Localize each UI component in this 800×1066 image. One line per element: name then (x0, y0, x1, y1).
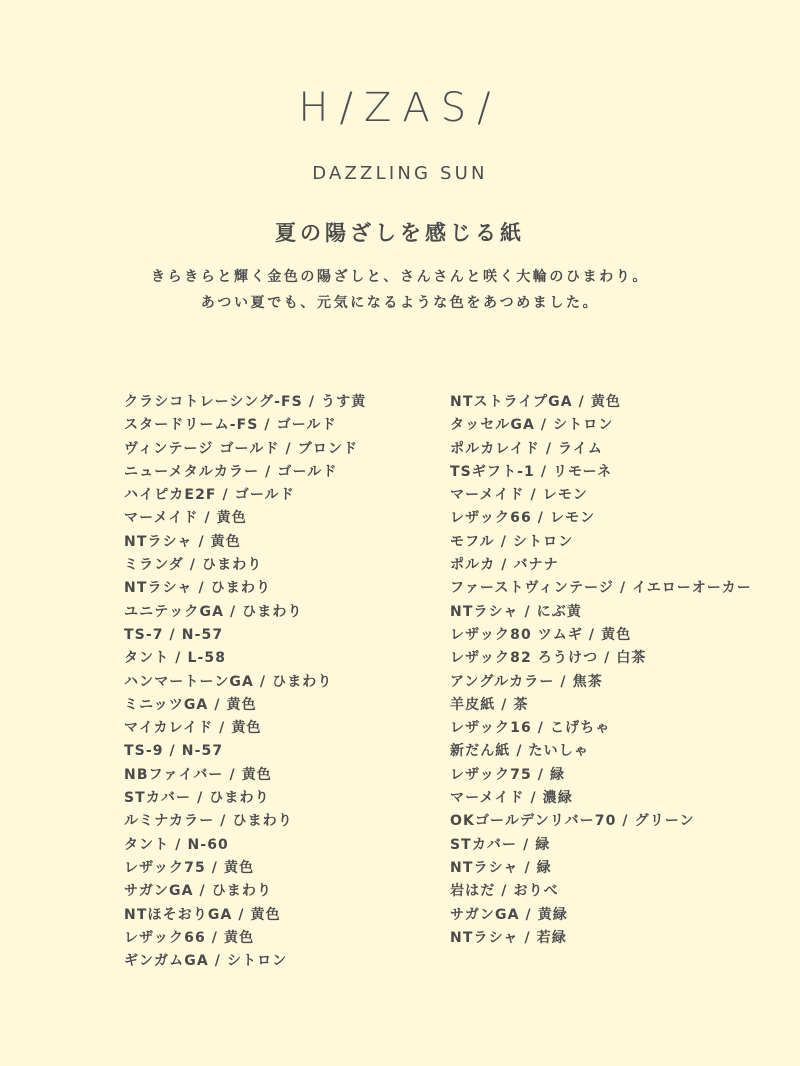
paper-list-left (124, 391, 434, 973)
paper-list-item: OKゴールデンリバー70 / グリーン (450, 813, 695, 830)
paper-list-item: NTラシャ / にぶ黄 (450, 603, 582, 620)
paper-list-item: タント / L-58 (124, 650, 227, 667)
paper-list-item: TS-7 / N-57 (124, 626, 224, 643)
paper-list-item: ファーストヴィンテージ / イエローオーカー (450, 580, 752, 597)
paper-list-item: ハイピカE2F / ゴールド (124, 487, 295, 504)
paper-list-item: レザック80 ツムギ / 黄色 (450, 626, 632, 643)
description-line: きらきらと輝く金色の陽ざしと、さんさんと咲く大輪のひまわり。 (151, 269, 649, 285)
paper-list-item: スタードリーム-FS / ゴールド (124, 417, 337, 434)
paper-list-item: サガンGA / 黄緑 (450, 906, 568, 923)
paper-list-item: タント / N-60 (124, 836, 229, 853)
paper-list-item: ハンマートーンGA / ひまわり (124, 673, 333, 690)
paper-list-item: マーメイド / 黄色 (124, 510, 247, 527)
paper-list-item: ニューメタルカラー / ゴールド (124, 463, 338, 480)
paper-list-item: ルミナカラー / ひまわり (124, 813, 293, 830)
paper-list-item: レザック75 / 黄色 (124, 859, 255, 876)
brand-logo: H/ZAS/ (298, 85, 502, 131)
paper-list-item: 新だん紙 / たいしゃ (450, 743, 589, 760)
paper-list-item: NTラシャ / 若緑 (450, 929, 567, 946)
paper-list-item: マイカレイド / 黄色 (124, 720, 262, 737)
paper-list-item: STカバー / 緑 (450, 836, 551, 853)
paper-list-item: マーメイド / レモン (450, 487, 588, 504)
paper-list-item: TS-9 / N-57 (124, 743, 224, 760)
paper-list-right (450, 391, 790, 950)
paper-list-item: タッセルGA / シトロン (450, 417, 614, 434)
paper-list-item: ミニッツGA / 黄色 (124, 696, 257, 713)
paper-list-item: 羊皮紙 / 茶 (450, 696, 529, 713)
paper-list-item: ポルカレイド / ライム (450, 440, 603, 457)
description (0, 264, 800, 316)
paper-list-item: STカバー / ひまわり (124, 790, 270, 807)
paper-list-item: レザック82 ろうけつ / 白茶 (450, 650, 647, 667)
page-headline: 夏の陽ざしを感じる紙 (275, 221, 525, 245)
paper-list-item: ミランダ / ひまわり (124, 557, 263, 574)
paper-list-item: NTほそおりGA / 黄色 (124, 906, 281, 923)
paper-list-item: TSギフト-1 / リモーネ (450, 463, 613, 480)
paper-list-item: ポルカ / バナナ (450, 557, 559, 574)
paper-list-item: 岩はだ / おりべ (450, 883, 559, 900)
paper-list-item: ギンガムGA / シトロン (124, 953, 288, 970)
paper-list-item: アングルカラー / 焦茶 (450, 673, 603, 690)
paper-list-item: ヴィンテージ ゴールド / ブロンド (124, 440, 359, 457)
paper-list-item: レザック75 / 緑 (450, 766, 566, 783)
paper-list-item: NBファイバー / 黄色 (124, 766, 272, 783)
paper-list-item: レザック66 / レモン (450, 510, 596, 527)
paper-list-item: NTラシャ / ひまわり (124, 580, 272, 597)
paper-list-item: NTストライプGA / 黄色 (450, 394, 622, 410)
paper-list-item: NTラシャ / 緑 (450, 859, 552, 876)
paper-list-item: クラシコトレーシング-FS / うす黄 (124, 394, 367, 410)
paper-list-item: マーメイド / 濃緑 (450, 790, 573, 807)
paper-list-item: ユニテックGA / ひまわり (124, 603, 303, 620)
paper-list-item: モフル / シトロン (450, 533, 574, 550)
description-line: あつい夏でも、元気になるような色をあつめました。 (200, 295, 600, 311)
brand-tagline: DAZZLING SUN (312, 163, 488, 184)
paper-list-item: NTラシャ / 黄色 (124, 533, 241, 550)
paper-list-item: サガンGA / ひまわり (124, 883, 273, 900)
paper-list-item: レザック66 / 黄色 (124, 929, 255, 946)
paper-list-item: レザック16 / こげちゃ (450, 720, 611, 737)
